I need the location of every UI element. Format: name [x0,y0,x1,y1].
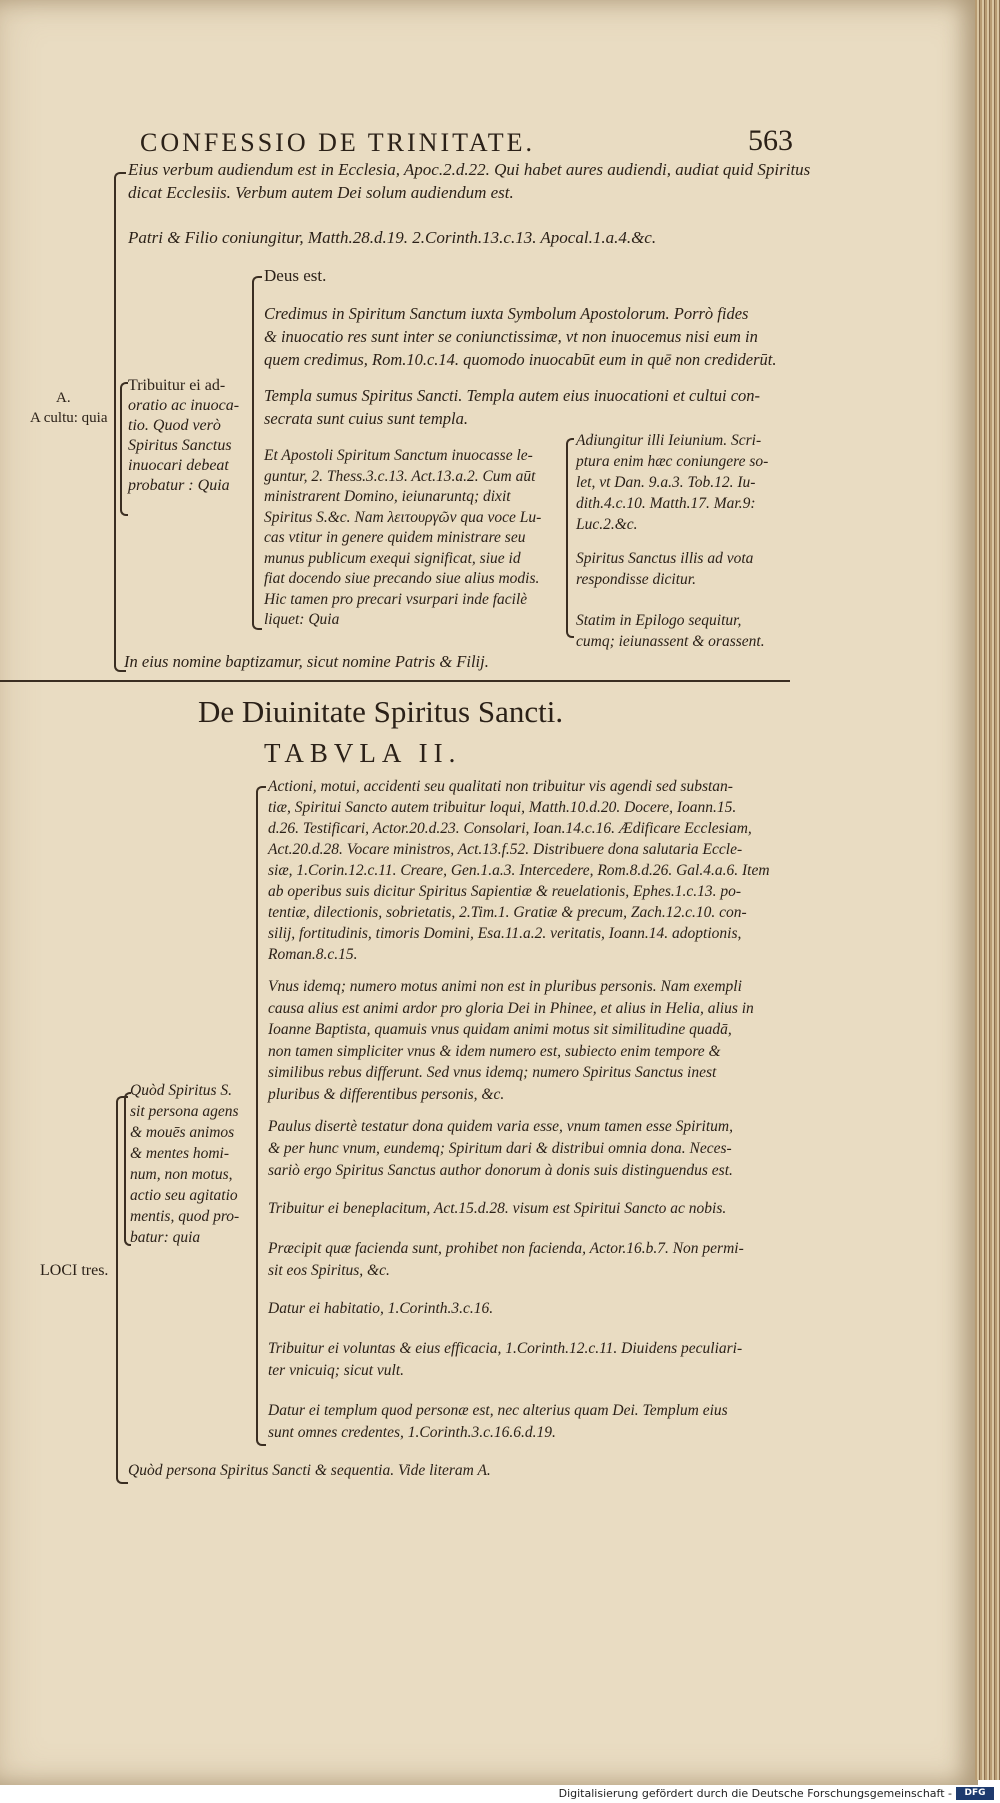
statim-line: Statim in Epilogo sequitur, [576,612,742,629]
quod-spiritus-line: batur: quia [130,1229,201,1246]
section-divider [0,680,790,682]
quod-spiritus-line: & mouēs animos [130,1124,235,1141]
actioni-line: tiæ, Spiritui Sancto autem tribuitur loqui, Matth.10.d.20. Docere, Ioann.15. [268,799,737,816]
section-subtitle: TABVLA II. [264,738,462,768]
vnus-line: Vnus idemq; numero motus animi non est in pluribus personis. Nam exempli [268,978,742,995]
patri-line: Patri & Filio coniungitur, Matth.28.d.19. 2.Corinth.13.c.13. Apocal.1.a.4.&c. [128,228,657,247]
adiungitur-line: let, vt Dan. 9.a.3. Tob.12. Iu- [576,474,756,491]
vnus-block [268,976,754,1105]
apostoli-line: Et Apostoli Spiritum Sanctum inuocasse le- [264,447,533,464]
quod-spiritus-line: actio seu agitatio [130,1187,238,1204]
quod-spiritus-line: num, non motus, [130,1166,233,1183]
habitatio-line: Datur ei habitatio, 1.Corinth.3.c.16. [268,1300,494,1317]
apostoli-line: Spiritus S.&c. Nam λειτουργῶν qua voce Lu- [264,508,542,526]
paulus-line: Paulus disertè testatur dona quidem varia esse, vnum tamen esse Spiritum, [268,1118,733,1135]
praecipit-block [268,1238,744,1282]
margin-label-loci: LOCI tres. [40,1262,109,1279]
tribuitur-line: tio. Quod verò [128,417,221,434]
actioni-line: silij, fortitudinis, timoris Domini, Esa.11.a.2. veritatis, Ioann.14. adoptionis, [268,925,742,942]
bracket-apostoli [566,438,574,638]
paulus-block [268,1116,733,1182]
funding-credit: Digitalisierung gefördert durch die Deutsche Forschungsgemeinschaft - [558,1787,952,1800]
apostoli-line: fiat docendo siue precando siue alius modis. [264,570,540,587]
credimus-line: & inuocatio res sunt inter se coniunctissimæ, vt non inuocemus nisi eum in [264,327,758,346]
vnus-line: similibus rebus differunt. Sed vnus idemq; numero Spiritus Sanctus inest [268,1064,717,1081]
apostoli-line: Hic tamen pro precari vsurpari inde facilè [264,590,528,608]
adiungitur-line: Luc.2.&c. [576,516,638,533]
quod-spiritus-block [130,1080,239,1248]
templa-line: secrata sunt cuius sunt templa. [264,409,468,428]
persona-line: Quòd persona Spiritus Sancti & sequentia. Vide literam A. [128,1462,491,1479]
running-title: CONFESSIO DE TRINITATE. [140,128,536,157]
quod-spiritus-line: sit persona agens [130,1103,239,1120]
actioni-line: Actioni, motui, accidenti seu qualitati non tribuitur vis agendi sed substan- [268,778,733,795]
vnus-line: Ioanne Baptista, quamuis vnus quidam animi motus sit similitudine quadā, [268,1021,732,1038]
actioni-line: siæ, 1.Corin.12.c.11. Creare, Gen.1.a.3. Intercedere, Rom.8.d.26. Gal.4.a.6. Item [268,862,770,879]
bracket-tribuitur [120,382,128,516]
actioni-line: Roman.8.c.15. [268,946,358,963]
page-edge [975,0,1000,1780]
templum-block [268,1400,728,1444]
bracket-arguments [256,786,266,1446]
baptizamur-line: In eius nomine baptizamur, sicut nomine Patris & Filij. [124,652,489,671]
quod-spiritus-line: mentis, quod pro- [130,1208,240,1225]
apostoli-line: cas vtitur in genere quidem ministrare seu [264,529,526,546]
actioni-line: tentiæ, dilectionis, sobrietatis, 2.Tim.1. Gratiæ & precum, Zach.12.c.10. con- [268,904,747,921]
respondisse-line: Spiritus Sanctus illis ad vota [576,550,754,567]
apostoli-line: guntur, 2. Thess.3.c.13. Act.13.a.2. Cum aūt [264,467,536,485]
templa-line: Templa sumus Spiritus Sancti. Templa autem eius inuocationi et cultui con- [264,386,761,405]
paulus-line: & per hunc vnum, eundemq; Spiritum dari & distribui omnia dona. Neces- [268,1140,732,1157]
actioni-line: d.26. Testificari, Actor.20.d.23. Consolari, Ioan.14.c.16. Ædificare Ecclesiam, [268,820,752,837]
margin-letter-a: A. [56,390,71,406]
templum-line: sunt omnes credentes, 1.Corinth.3.c.16.6.d.19. [268,1424,556,1441]
beneplacitum-line: Tribuitur ei beneplacitum, Act.15.d.28. visum est Spiritui Sancto ac nobis. [268,1200,727,1217]
tribuitur-line: Tribuitur ei ad- [128,377,226,394]
actioni-block [268,776,770,965]
adiungitur-line: Adiungitur illi Ieiunium. Scri- [576,432,762,449]
tribuitur-line: inuocari debeat [128,457,229,474]
apostoli-line: liquet: Quia [264,611,340,628]
voluntas-block [268,1338,742,1382]
credimus-line: Credimus in Spiritum Sanctum iuxta Symbolum Apostolorum. Porrò fides [264,304,749,323]
tribuitur-block [128,376,246,496]
praecipit-line: sit eos Spiritus, &c. [268,1262,390,1279]
margin-label-cultu: A cultu: quia [30,410,108,426]
deus-est: Deus est. [264,266,327,285]
templum-line: Datur ei templum quod personæ est, nec alterius quam Dei. Templum eius [268,1402,728,1419]
actioni-line: ab operibus suis dicitur Spiritus Sapientiæ & reuelationis, Ephes.1.c.13. po- [268,883,742,900]
credimus-block [264,302,776,371]
vnus-line: non tamen simpliciter vnus & idem numero est, subiecto enim tempore & [268,1042,721,1060]
quod-spiritus-line: & mentes homi- [130,1145,230,1162]
templa-block [264,384,760,430]
top-line-2: dicat Ecclesiis. Verbum autem Dei solum audiendum est. [128,183,514,202]
statim-line: cumq; ieiunassent & orassent. [576,633,765,650]
dfg-logo: DFG [956,1787,994,1800]
section-title: De Diuinitate Spiritus Sancti. [198,694,564,729]
tribuitur-line: probatur : Quia [128,477,230,494]
adiungitur-line: dith.4.c.10. Matth.17. Mar.9: [576,495,756,512]
top-line-1: Eius verbum audiendum est in Ecclesia, Apoc.2.d.22. Qui habet aures audiendi, audiat quid Spiritus [128,160,811,179]
respondisse-line: respondisse dicitur. [576,571,696,588]
page-number: 563 [748,124,793,157]
tribuitur-line: oratio ac inuoca- [128,397,240,414]
vnus-line: pluribus & differentibus personis, &c. [268,1085,505,1103]
vnus-line: causa alius est animi ardor pro gloria Dei in Phinee, et alius in Helia, alius in [268,999,754,1017]
bracket-inuocatio [252,276,262,630]
quod-spiritus-line: Quòd Spiritus S. [130,1082,233,1099]
credimus-line: quem credimus, Rom.10.c.14. quomodo inuocabūt eum in quē non crediderūt. [264,350,777,369]
apostoli-line: munus publicum exequi significat, siue id [264,549,521,567]
praecipit-line: Præcipit quæ facienda sunt, prohibet non facienda, Actor.16.b.7. Non permi- [268,1240,744,1257]
voluntas-line: ter vnicuiq; sicut vult. [268,1362,405,1379]
adiungitur-line: ptura enim hæc coniungere so- [576,453,769,470]
paulus-line: sariò ergo Spiritus Sanctus author donorum à donis suis distinguendus est. [268,1162,733,1179]
apostoli-line: ministrarent Domino, ieiunaruntq; dixit [264,488,511,505]
respondisse-block [576,548,753,590]
voluntas-line: Tribuitur ei voluntas & eius efficacia, 1.Corinth.12.c.11. Diuidens peculiari- [268,1340,743,1357]
digitization-footer [0,1785,1000,1803]
adiungitur-block [576,430,768,535]
apostoli-block [264,446,541,631]
statim-block [576,610,765,652]
actioni-line: Act.20.d.28. Vocare ministros, Act.13.f.52. Distribuere dona salutaria Eccle- [268,841,743,858]
tribuitur-line: Spiritus Sanctus [128,437,232,454]
